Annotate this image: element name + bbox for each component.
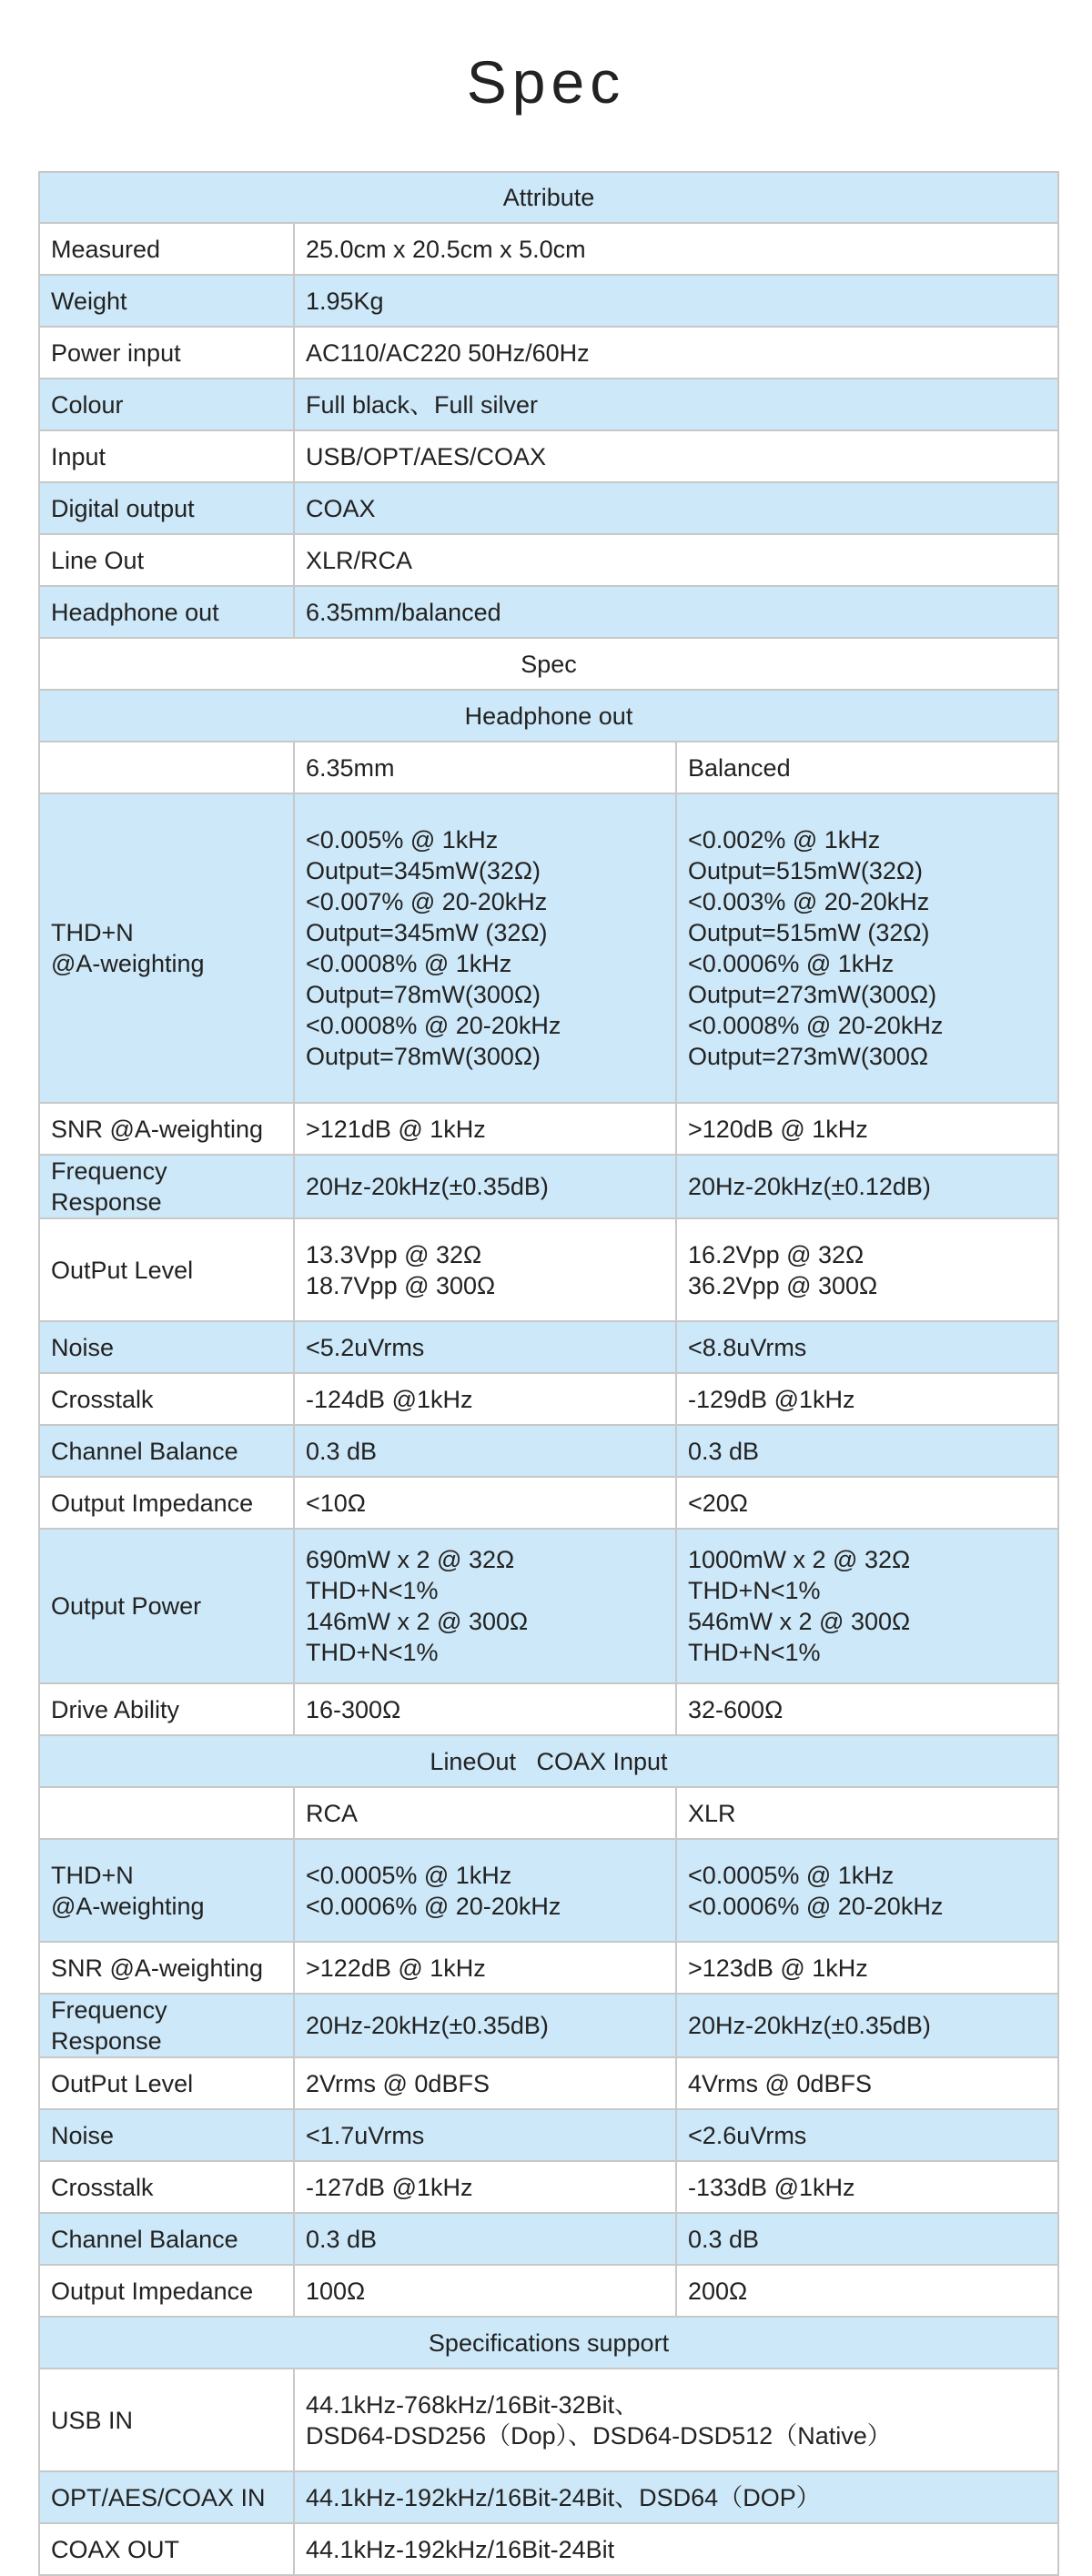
- table-row: [39, 2471, 1058, 2523]
- row-label: THD+N @A-weighting: [39, 793, 294, 1103]
- row-value: 25.0cm x 20.5cm x 5.0cm: [294, 223, 1058, 275]
- row-label: Frequency Response: [39, 1155, 294, 1218]
- row-label: Colour: [39, 379, 294, 430]
- table-row: [39, 275, 1058, 327]
- table-row: [39, 1155, 1058, 1218]
- row-label: OutPut Level: [39, 1218, 294, 1321]
- row-label: Line Out: [39, 534, 294, 586]
- row-value: 20Hz-20kHz(±0.35dB): [294, 1994, 676, 2057]
- row-value: 2Vrms @ 0dBFS: [294, 2057, 676, 2109]
- row-value: 4Vrms @ 0dBFS: [676, 2057, 1058, 2109]
- row-value: 690mW x 2 @ 32Ω THD+N<1% 146mW x 2 @ 300Ω THD+N<1%: [294, 1529, 676, 1683]
- row-value: <8.8uVrms: [676, 1321, 1058, 1373]
- row-value: COAX: [294, 482, 1058, 534]
- row-value: 32-600Ω: [676, 1683, 1058, 1735]
- row-label: Drive Ability: [39, 1683, 294, 1735]
- section-header-support: [39, 2317, 1058, 2369]
- row-value: Full black、Full silver: [294, 379, 1058, 430]
- table-row: [39, 430, 1058, 482]
- row-value: USB/OPT/AES/COAX: [294, 430, 1058, 482]
- row-value: 44.1kHz-192kHz/16Bit-24Bit: [294, 2523, 1058, 2575]
- section-header-spec: [39, 638, 1058, 690]
- section-header-headphone: [39, 690, 1058, 742]
- table-row: [39, 1529, 1058, 1683]
- row-value: 16-300Ω: [294, 1683, 676, 1735]
- row-label: Crosstalk: [39, 1373, 294, 1425]
- row-value: XLR/RCA: [294, 534, 1058, 586]
- table-row: [39, 379, 1058, 430]
- table-row: [39, 1103, 1058, 1155]
- row-value: <0.0005% @ 1kHz <0.0006% @ 20-20kHz: [294, 1839, 676, 1942]
- table-row: [39, 793, 1058, 1103]
- table-row: [39, 1373, 1058, 1425]
- row-label: Crosstalk: [39, 2161, 294, 2213]
- empty-cell: [39, 1787, 294, 1839]
- row-label: Output Impedance: [39, 2265, 294, 2317]
- table-row: [39, 1839, 1058, 1942]
- row-value: 1000mW x 2 @ 32Ω THD+N<1% 546mW x 2 @ 300Ω THD+N<1%: [676, 1529, 1058, 1683]
- table-row: [39, 2265, 1058, 2317]
- table-row: [39, 1994, 1058, 2057]
- section-header: Attribute: [39, 172, 1058, 223]
- spec-table: [38, 171, 1059, 2576]
- column-header: 6.35mm: [294, 742, 676, 793]
- empty-cell: [39, 742, 294, 793]
- row-value: 13.3Vpp @ 32Ω 18.7Vpp @ 300Ω: [294, 1218, 676, 1321]
- section-header: Headphone out: [39, 690, 1058, 742]
- column-header: RCA: [294, 1787, 676, 1839]
- row-value: 100Ω: [294, 2265, 676, 2317]
- row-value: <0.005% @ 1kHz Output=345mW(32Ω) <0.007% @ 20-20kHz Output=345mW (32Ω) <0.0008% @ 1kHz Output=78mW(300Ω) <0.0008% @ 20-20kHz Output=78mW(300Ω): [294, 793, 676, 1103]
- table-row: [39, 1942, 1058, 1994]
- table-row: [39, 2057, 1058, 2109]
- row-label: Input: [39, 430, 294, 482]
- table-row: [39, 586, 1058, 638]
- row-value: AC110/AC220 50Hz/60Hz: [294, 327, 1058, 379]
- row-value: 20Hz-20kHz(±0.35dB): [676, 1994, 1058, 2057]
- row-label: THD+N @A-weighting: [39, 1839, 294, 1942]
- row-label: Digital output: [39, 482, 294, 534]
- column-header-row: [39, 742, 1058, 793]
- row-label: SNR @A-weighting: [39, 1942, 294, 1994]
- row-value: <1.7uVrms: [294, 2109, 676, 2161]
- table-row: [39, 223, 1058, 275]
- row-value: -127dB @1kHz: [294, 2161, 676, 2213]
- row-value: >122dB @ 1kHz: [294, 1942, 676, 1994]
- section-header-attribute: [39, 172, 1058, 223]
- row-label: Noise: [39, 2109, 294, 2161]
- row-value: <2.6uVrms: [676, 2109, 1058, 2161]
- row-value: -133dB @1kHz: [676, 2161, 1058, 2213]
- page-title: Spec: [466, 48, 626, 116]
- section-header: Spec: [39, 638, 1058, 690]
- table-row: [39, 482, 1058, 534]
- row-value: <0.0005% @ 1kHz <0.0006% @ 20-20kHz: [676, 1839, 1058, 1942]
- row-value: 20Hz-20kHz(±0.12dB): [676, 1155, 1058, 1218]
- table-row: [39, 2213, 1058, 2265]
- table-row: [39, 1218, 1058, 1321]
- row-label: Output Impedance: [39, 1477, 294, 1529]
- row-label: Measured: [39, 223, 294, 275]
- column-header-row: [39, 1787, 1058, 1839]
- table-row: [39, 327, 1058, 379]
- row-value: <20Ω: [676, 1477, 1058, 1529]
- row-label: Channel Balance: [39, 2213, 294, 2265]
- section-header: Specifications support: [39, 2317, 1058, 2369]
- row-value: 16.2Vpp @ 32Ω 36.2Vpp @ 300Ω: [676, 1218, 1058, 1321]
- row-value: 0.3 dB: [676, 1425, 1058, 1477]
- row-label: Output Power: [39, 1529, 294, 1683]
- row-value: -124dB @1kHz: [294, 1373, 676, 1425]
- row-value: <0.002% @ 1kHz Output=515mW(32Ω) <0.003% @ 20-20kHz Output=515mW (32Ω) <0.0006% @ 1kHz Output=273mW(300Ω) <0.0008% @ 20-20kHz Output=273mW(300Ω: [676, 793, 1058, 1103]
- row-label: Weight: [39, 275, 294, 327]
- column-header: XLR: [676, 1787, 1058, 1839]
- table-row: [39, 1321, 1058, 1373]
- table-row: [39, 1683, 1058, 1735]
- row-value: 44.1kHz-768kHz/16Bit-32Bit、 DSD64-DSD256（Dop）、DSD64-DSD512（Native）: [294, 2369, 1058, 2471]
- row-value: <10Ω: [294, 1477, 676, 1529]
- row-value: >123dB @ 1kHz: [676, 1942, 1058, 1994]
- row-value: 20Hz-20kHz(±0.35dB): [294, 1155, 676, 1218]
- section-header: LineOut COAX Input: [39, 1735, 1058, 1787]
- row-label: OutPut Level: [39, 2057, 294, 2109]
- row-label: OPT/AES/COAX IN: [39, 2471, 294, 2523]
- table-row: [39, 534, 1058, 586]
- section-header-lineout: [39, 1735, 1058, 1787]
- row-value: 1.95Kg: [294, 275, 1058, 327]
- row-label: COAX OUT: [39, 2523, 294, 2575]
- column-header: Balanced: [676, 742, 1058, 793]
- row-value: 44.1kHz-192kHz/16Bit-24Bit、DSD64（DOP）: [294, 2471, 1058, 2523]
- row-label: Headphone out: [39, 586, 294, 638]
- table-row: [39, 2369, 1058, 2471]
- row-label: SNR @A-weighting: [39, 1103, 294, 1155]
- row-value: 0.3 dB: [294, 2213, 676, 2265]
- row-label: USB IN: [39, 2369, 294, 2471]
- row-value: 0.3 dB: [294, 1425, 676, 1477]
- row-label: Frequency Response: [39, 1994, 294, 2057]
- row-label: Channel Balance: [39, 1425, 294, 1477]
- row-value: >120dB @ 1kHz: [676, 1103, 1058, 1155]
- row-value: >121dB @ 1kHz: [294, 1103, 676, 1155]
- row-label: Power input: [39, 327, 294, 379]
- row-value: 200Ω: [676, 2265, 1058, 2317]
- row-label: Noise: [39, 1321, 294, 1373]
- table-row: [39, 2523, 1058, 2575]
- row-value: -129dB @1kHz: [676, 1373, 1058, 1425]
- row-value: <5.2uVrms: [294, 1321, 676, 1373]
- table-row: [39, 1425, 1058, 1477]
- table-row: [39, 1477, 1058, 1529]
- table-row: [39, 2161, 1058, 2213]
- table-row: [39, 2109, 1058, 2161]
- row-value: 0.3 dB: [676, 2213, 1058, 2265]
- row-value: 6.35mm/balanced: [294, 586, 1058, 638]
